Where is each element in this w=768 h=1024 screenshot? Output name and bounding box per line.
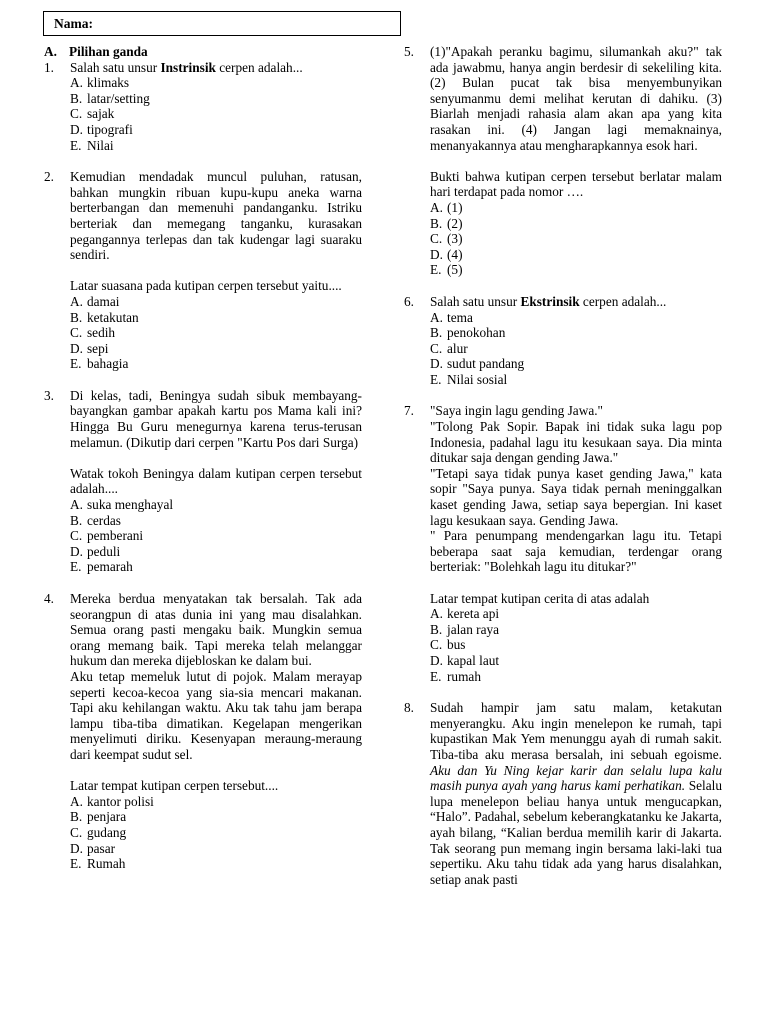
option-c[interactable]: C. (3)	[430, 231, 463, 247]
option-d[interactable]: D. (4)	[430, 246, 463, 262]
option-d[interactable]: D. tipografi	[70, 121, 133, 137]
question-passage: Mereka berdua menyatakan tak bersalah. Tak ada seorangpun di atas dunia ini yang mau disalahkan. Semua orang pasti mengaku baik. Mungkin semua orang memang baik. Tapi mereka telah melanggar hukum dan mereka dijebloskan ke dalam bui.	[70, 591, 362, 669]
option-a[interactable]: A. suka menghayal	[70, 497, 174, 513]
option-e[interactable]: E. rumah	[430, 668, 481, 684]
option-b[interactable]: B. penjara	[70, 809, 127, 825]
option-b[interactable]: B. (2)	[430, 215, 463, 231]
question-passage-continued: Aku tetap memeluk lutut di pojok. Malam merayap seperti kecoa-kecoa yang sia-sia mencari makanan. Tapi aku kehilangan waktu. Aku tak tahu jam berapa lampu tiba-tiba dimatikan. Kegelapan mengerikan menyelimuti diriku. Kesenyapan meraung-meraung dari keempat sudut sel.	[70, 668, 362, 762]
section-letter: A.	[44, 44, 57, 59]
dialogue-line: "Saya ingin lagu gending Jawa."	[430, 403, 603, 419]
option-b[interactable]: B. latar/setting	[70, 90, 150, 106]
question-4	[44, 591, 362, 872]
question-number: 4.	[44, 591, 54, 606]
option-e[interactable]: E. bahagia	[70, 356, 129, 372]
option-d[interactable]: D. peduli	[70, 543, 121, 559]
option-d[interactable]: D. sudut pandang	[430, 356, 525, 372]
question-1	[44, 60, 362, 154]
section-heading	[44, 44, 362, 60]
question-8	[404, 700, 722, 887]
question-stem: Salah satu unsur Instrinsik cerpen adalah...	[70, 59, 303, 75]
question-stem: Latar tempat kutipan cerita di atas adalah	[430, 590, 650, 606]
question-stem: Latar suasana pada kutipan cerpen tersebut yaitu....	[70, 278, 342, 294]
option-a[interactable]: A. tema	[430, 309, 473, 325]
question-6	[404, 294, 722, 388]
option-d[interactable]: D. pasar	[70, 840, 116, 856]
question-number: 1.	[44, 59, 54, 75]
left-column	[44, 44, 362, 888]
italic-passage: Aku dan Yu Ning kejar karir dan selalu lupa kalu masih punya ayah yang harus kami perhatikan.	[430, 762, 722, 794]
question-number: 6.	[404, 293, 414, 309]
dialogue-line: "Tetapi saya tidak punya kaset gending Jawa," kata sopir "Saya punya. Saya tidak pernah meninggalkan kaset gending Jawa, setiap saya bepergian. Ini kaset lagu kesukaan saya. Gending Jawa.	[430, 465, 722, 528]
option-c[interactable]: C. alur	[430, 340, 468, 356]
question-stem: Bukti bahwa kutipan cerpen tersebut berlatar malam hari terdapat pada nomor ….	[430, 168, 722, 200]
right-column	[404, 44, 722, 903]
option-d[interactable]: D. kapal laut	[430, 652, 500, 668]
dialogue-line: "Tolong Pak Sopir. Bapak ini tidak suka lagu pop Indonesia, padahal lagu itu kesukaan saya. Dia minta ditukar saja dengan gending Jawa."	[430, 419, 722, 466]
option-b[interactable]: B. penokohan	[430, 325, 506, 341]
question-number: 5.	[404, 44, 414, 59]
option-a[interactable]: A. damai	[70, 293, 120, 309]
option-e[interactable]: E. (5)	[430, 262, 463, 278]
question-passage: Sudah hampir jam satu malam, ketakutan menyerangku. Aku ingin menelepon ke rumah, tapi kupastikan Mak Yem menunggu ayah di rumah sakit. Tiba-tiba aku merasa bersalah, ini sebuah egoisme. Aku dan Yu Ning kejar karir dan selalu lupa kalu masih punya ayah yang harus kami perhatikan. Selalu lupa menelepon beliau hanya untuk mengucapkan, “Halo”. Padahal, sebelum keberangkatanku ke Jakarta, ayah bilang, “Kalian berdua memilih karir di Jakarta. Tak seorang pun memang ingin bersama laki-laki tua sepertiku. Aku tahu tidak ada yang harus disalahkan, setiap anak pasti	[430, 700, 722, 887]
question-number: 3.	[44, 387, 54, 403]
question-number: 8.	[404, 700, 414, 716]
name-label: Nama:	[54, 16, 93, 31]
dialogue-line: " Para penumpang mendengarkan lagu itu. Tetapi beberapa saat saja kemudian, terdengar orang berteriak: "Bolehkah lagu itu ditukar?"	[430, 528, 722, 575]
option-c[interactable]: C. pemberani	[70, 528, 144, 544]
name-field[interactable]	[43, 11, 401, 36]
question-number: 7.	[404, 403, 414, 419]
question-passage: (1)"Apakah peranku bagimu, silumankah aku?" tak ada jawabmu, hanya angin berdesir di sekeliling kita. (2) Bulan pucat tak bisa menyembunyikan senyumanmu demi melihat kerutan di dahiku. (3) Biarlah menjadi rahasia alam akan apa yang kita rasakan ini. (4) Jangan lagi memaknainya, menanyakannya atau mengharapkannya esok hari.	[430, 44, 722, 153]
question-3	[44, 388, 362, 575]
option-a[interactable]: A. kantor polisi	[70, 793, 154, 809]
question-stem: Salah satu unsur Ekstrinsik cerpen adalah...	[430, 293, 667, 309]
option-b[interactable]: B. jalan raya	[430, 621, 500, 637]
question-7	[404, 403, 722, 684]
option-a[interactable]: A. (1)	[430, 199, 463, 215]
question-stem: Watak tokoh Beningya dalam kutipan cerpen tersebut adalah....	[70, 465, 362, 497]
option-a[interactable]: A. kereta api	[430, 606, 500, 622]
question-passage: Kemudian mendadak muncul puluhan, ratusan, bahkan mungkin ribuan kupu-kupu aneka warna berterbangan dan memenuhi pandanganku. Istriku berteriak dan memegang tanganku, kurasakan pegangannya terlepas dan tak kudengar lagi suaraku sendiri.	[70, 169, 362, 263]
section-title: Pilihan ganda	[69, 44, 148, 59]
question-stem: Latar tempat kutipan cerpen tersebut....	[70, 778, 279, 794]
question-passage: Di kelas, tadi, Beningya sudah sibuk membayang-bayangkan gambar apakah kartu pos Mama kali ini? Hingga Bu Guru menegurnya karena terus-terusan melamun. (Dikutip dari cerpen "Kartu Pos dari Surga)	[70, 387, 362, 450]
question-5	[404, 44, 722, 278]
question-2	[44, 169, 362, 372]
option-c[interactable]: C. sedih	[70, 325, 116, 341]
option-c[interactable]: C. sajak	[70, 106, 115, 122]
option-e[interactable]: E. pemarah	[70, 559, 133, 575]
option-c[interactable]: C. bus	[430, 637, 466, 653]
option-b[interactable]: B. ketakutan	[70, 309, 139, 325]
question-number: 2.	[44, 169, 54, 185]
option-c[interactable]: C. gudang	[70, 824, 127, 840]
option-e[interactable]: E. Nilai	[70, 137, 114, 153]
option-d[interactable]: D. sepi	[70, 340, 109, 356]
option-a[interactable]: A. klimaks	[70, 75, 130, 91]
option-b[interactable]: B. cerdas	[70, 512, 121, 528]
option-e[interactable]: E. Nilai sosial	[430, 371, 508, 387]
option-e[interactable]: E. Rumah	[70, 856, 126, 872]
